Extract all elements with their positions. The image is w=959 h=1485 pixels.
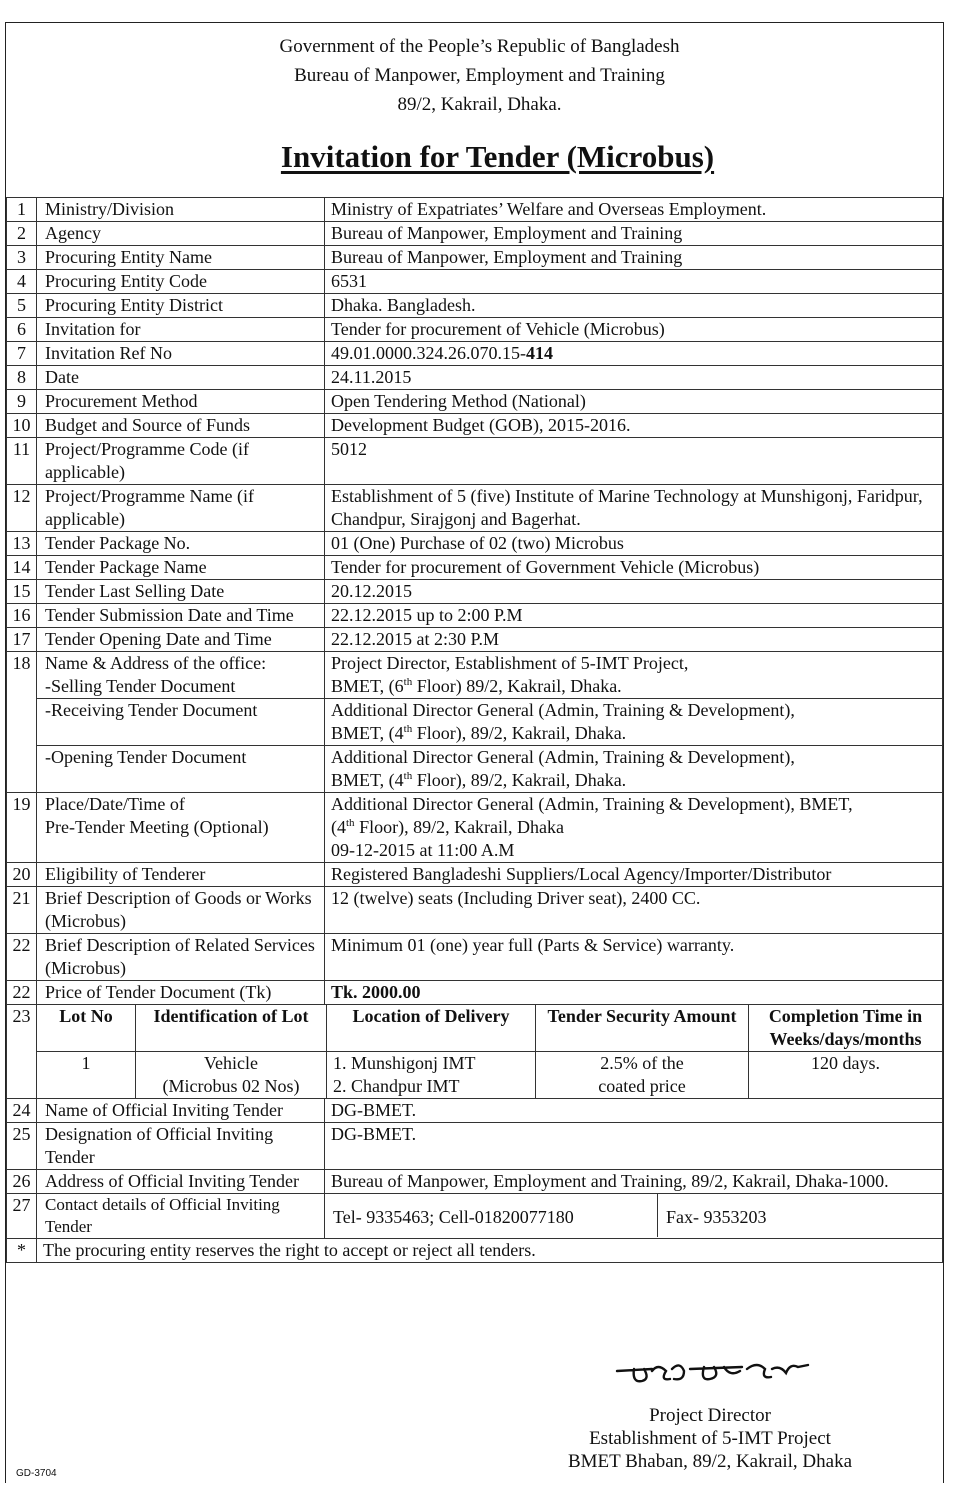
- table-row-19: [7, 793, 943, 863]
- value-text: BMET, (6: [331, 676, 404, 696]
- row-number: 9: [7, 390, 37, 414]
- ordinal-suffix: th: [403, 723, 413, 735]
- table-row: [7, 934, 943, 981]
- lot-header: Identification of Lot: [136, 1005, 327, 1052]
- row-value: Open Tendering Method (National): [325, 390, 943, 414]
- signatory-project: Establishment of 5-IMT Project: [589, 1428, 831, 1449]
- letterhead: [0, 32, 959, 119]
- row-field: Designation of Official Inviting Tender: [37, 1123, 325, 1170]
- row-field: Procuring Entity Code: [37, 270, 325, 294]
- row-value: Dhaka. Bangladesh.: [325, 294, 943, 318]
- lot-location-line: 2. Chandpur IMT: [333, 1076, 460, 1096]
- row-field: Brief Description of Related Services (Microbus): [37, 934, 325, 981]
- value-line: Additional Director General (Admin, Training & Development),: [331, 747, 795, 767]
- table-row: [7, 198, 943, 222]
- letterhead-line-2: Bureau of Manpower, Employment and Training: [294, 65, 665, 86]
- table-row: [7, 294, 943, 318]
- row-field: [37, 793, 325, 863]
- row-number: 16: [7, 604, 37, 628]
- row-number: 18: [7, 652, 37, 699]
- table-row: [7, 628, 943, 652]
- row-number: 13: [7, 532, 37, 556]
- lot-location-line: 1. Munshigonj IMT: [333, 1053, 476, 1073]
- signature-image: [612, 1355, 812, 1400]
- row-number: 11: [7, 438, 37, 485]
- lot-number: 1: [37, 1052, 136, 1099]
- signature-block: [560, 1404, 860, 1473]
- row-field: Project/Programme Name (if applicable): [37, 485, 325, 532]
- row-field: Tender Package No.: [37, 532, 325, 556]
- row-value: DG-BMET.: [325, 1099, 943, 1123]
- row-field: Project/Programme Code (if applicable): [37, 438, 325, 485]
- row-number: 27: [7, 1194, 37, 1239]
- row-value: Bureau of Manpower, Employment and Training, 89/2, Kakrail, Dhaka-1000.: [325, 1170, 943, 1194]
- letterhead-line-1: Government of the People’s Republic of Bangladesh: [279, 36, 680, 57]
- value-text: Floor), 89/2, Kakrail, Dhaka.: [412, 723, 627, 743]
- row-field: Invitation for: [37, 318, 325, 342]
- lot-location: [327, 1052, 536, 1099]
- value-line: [331, 769, 936, 792]
- table-row: [7, 580, 943, 604]
- table-row: [7, 222, 943, 246]
- row-value: [325, 793, 943, 863]
- row-number: 2: [7, 222, 37, 246]
- lot-header: Completion Time in Weeks/days/months: [749, 1005, 943, 1052]
- tender-table: [6, 197, 943, 1263]
- row-value: Tender for procurement of Vehicle (Microbus): [325, 318, 943, 342]
- row-number: 26: [7, 1170, 37, 1194]
- row-value: Bureau of Manpower, Employment and Training: [325, 222, 943, 246]
- row-field: Budget and Source of Funds: [37, 414, 325, 438]
- row-field: Tender Last Selling Date: [37, 580, 325, 604]
- row-number: 6: [7, 318, 37, 342]
- row-number: 8: [7, 366, 37, 390]
- table-row: [7, 485, 943, 532]
- table-row: [7, 246, 943, 270]
- table-row: [7, 318, 943, 342]
- value-line: [331, 675, 936, 698]
- row-value: [325, 342, 943, 366]
- row-field: Procuring Entity District: [37, 294, 325, 318]
- lot-table: [37, 1005, 942, 1098]
- row-field: Ministry/Division: [37, 198, 325, 222]
- value-text-bold: 414: [526, 343, 553, 363]
- row-field: Eligibility of Tenderer: [37, 863, 325, 887]
- value-line: [331, 816, 936, 839]
- signatory-address: BMET Bhaban, 89/2, Kakrail, Dhaka: [567, 1451, 853, 1472]
- table-row: [7, 390, 943, 414]
- ordinal-suffix: th: [403, 770, 413, 782]
- row-value: 20.12.2015: [325, 580, 943, 604]
- field-line: Name & Address of the office:: [45, 653, 267, 673]
- table-row: [7, 887, 943, 934]
- row-number: 10: [7, 414, 37, 438]
- lot-header: Lot No: [37, 1005, 136, 1052]
- table-row: [7, 532, 943, 556]
- lot-identification-line: Vehicle: [204, 1053, 258, 1073]
- row-value: 22.12.2015 up to 2:00 P.M: [325, 604, 943, 628]
- table-row: [7, 604, 943, 628]
- table-row: [7, 438, 943, 485]
- lot-header: Location of Delivery: [327, 1005, 536, 1052]
- row-number: 25: [7, 1123, 37, 1170]
- row-number-empty: [7, 746, 37, 793]
- row-value: 24.11.2015: [325, 366, 943, 390]
- table-row-27: [7, 1194, 943, 1239]
- row-number: 4: [7, 270, 37, 294]
- note-mark: *: [7, 1239, 37, 1263]
- value-text: Floor) 89/2, Kakrail, Dhaka.: [412, 676, 622, 696]
- contact-phone: Tel- 9335463; Cell-01820077180: [325, 1194, 658, 1237]
- table-row: [7, 1123, 943, 1170]
- table-row-18-receiving: [7, 699, 943, 746]
- table-row: [7, 270, 943, 294]
- row-value: 22.12.2015 at 2:30 P.M: [325, 628, 943, 652]
- value-text: 49.01.0000.324.26.070.15-: [331, 343, 526, 363]
- letterhead-line-3: 89/2, Kakrail, Dhaka.: [397, 94, 562, 115]
- table-row: [7, 342, 943, 366]
- row-value: 01 (One) Purchase of 02 (two) Microbus: [325, 532, 943, 556]
- note-row: [7, 1239, 943, 1263]
- row-value: Ministry of Expatriates’ Welfare and Overseas Employment.: [325, 198, 943, 222]
- contact-fax: Fax- 9353203: [666, 1207, 767, 1227]
- lot-security: 2.5% of the coated price: [536, 1052, 749, 1099]
- note-text: The procuring entity reserves the right to accept or reject all tenders.: [37, 1239, 943, 1263]
- ordinal-suffix: th: [346, 817, 355, 829]
- row-field: Procurement Method: [37, 390, 325, 414]
- table-row: [7, 981, 943, 1005]
- row-number: 17: [7, 628, 37, 652]
- row-field: Agency: [37, 222, 325, 246]
- row-number: 7: [7, 342, 37, 366]
- row-value: 12 (twelve) seats (Including Driver seat), 2400 CC.: [325, 887, 943, 934]
- lot-completion: 120 days.: [811, 1053, 880, 1073]
- row-value: 5012: [325, 438, 943, 485]
- contact-table: [325, 1194, 942, 1237]
- value-text: Floor), 89/2, Kakrail, Dhaka.: [412, 770, 627, 790]
- lot-identification-line: (Microbus 02 Nos): [162, 1076, 300, 1096]
- lot-header: Tender Security Amount: [536, 1005, 749, 1052]
- row-value: Establishment of 5 (five) Institute of Marine Technology at Munshigonj, Faridpur, Chandpur, Sirajgonj and Bagerhat.: [325, 485, 943, 532]
- signatory-title: Project Director: [649, 1405, 771, 1426]
- row-number: 12: [7, 485, 37, 532]
- document-title: Invitation for Tender (Microbus): [280, 139, 715, 174]
- row-field: Tender Opening Date and Time: [37, 628, 325, 652]
- row-value: 6531: [325, 270, 943, 294]
- row-number: 19: [7, 793, 37, 863]
- row-value: Tender for procurement of Government Vehicle (Microbus): [325, 556, 943, 580]
- table-row-23: [7, 1005, 943, 1099]
- row-value: Development Budget (GOB), 2015-2016.: [325, 414, 943, 438]
- row-value: Tk. 2000.00: [325, 981, 943, 1005]
- row-value: Registered Bangladeshi Suppliers/Local Agency/Importer/Distributor: [325, 863, 943, 887]
- row-number: 22: [7, 981, 37, 1005]
- footer-code: GD-3704: [16, 1468, 57, 1479]
- table-row: [7, 1099, 943, 1123]
- value-line: Additional Director General (Admin, Training & Development), BMET,: [331, 794, 853, 814]
- row-field: Procuring Entity Name: [37, 246, 325, 270]
- lot-row: [37, 1052, 942, 1099]
- row-field: Address of Official Inviting Tender: [37, 1170, 325, 1194]
- row-number: 1: [7, 198, 37, 222]
- row-number: 5: [7, 294, 37, 318]
- lot-table-cell: [37, 1005, 943, 1099]
- row-value: DG-BMET.: [325, 1123, 943, 1170]
- row-number: 3: [7, 246, 37, 270]
- row-field: Price of Tender Document (Tk): [37, 981, 325, 1005]
- ordinal-suffix: th: [403, 676, 413, 688]
- signature-scribble: [612, 1355, 812, 1395]
- row-value: [325, 1194, 943, 1239]
- row-value: [325, 746, 943, 793]
- row-field: -Receiving Tender Document: [37, 699, 325, 746]
- value-text: BMET, (4: [331, 723, 404, 743]
- lot-header-row: [37, 1005, 942, 1052]
- row-value: [325, 652, 943, 699]
- lot-identification: [136, 1052, 327, 1099]
- row-number: 22: [7, 934, 37, 981]
- table-row: [7, 556, 943, 580]
- row-field: Name of Official Inviting Tender: [37, 1099, 325, 1123]
- row-value: [325, 699, 943, 746]
- value-line: Project Director, Establishment of 5-IMT Project,: [331, 653, 689, 673]
- table-row: [7, 1170, 943, 1194]
- row-number-empty: [7, 699, 37, 746]
- row-number: 20: [7, 863, 37, 887]
- table-row: [7, 414, 943, 438]
- row-field: Invitation Ref No: [37, 342, 325, 366]
- row-field: Brief Description of Goods or Works (Microbus): [37, 887, 325, 934]
- value-text: Floor), 89/2, Kakrail, Dhaka: [354, 817, 565, 837]
- field-line: Pre-Tender Meeting (Optional): [45, 817, 269, 837]
- row-number: 14: [7, 556, 37, 580]
- field-line: -Selling Tender Document: [45, 676, 236, 696]
- value-text: (4: [331, 817, 346, 837]
- field-line: Place/Date/Time of: [45, 794, 185, 814]
- row-field: Tender Submission Date and Time: [37, 604, 325, 628]
- value-text: BMET, (4: [331, 770, 404, 790]
- table-row-18: [7, 652, 943, 699]
- row-field: Contact details of Official Inviting Tender: [37, 1194, 325, 1239]
- table-row: [7, 366, 943, 390]
- row-value: Minimum 01 (one) year full (Parts & Service) warranty.: [325, 934, 943, 981]
- table-row: [7, 863, 943, 887]
- row-number: 24: [7, 1099, 37, 1123]
- row-number: 21: [7, 887, 37, 934]
- row-field: Tender Package Name: [37, 556, 325, 580]
- table-row-18-opening: [7, 746, 943, 793]
- value-line: [331, 722, 936, 745]
- value-line: Additional Director General (Admin, Training & Development),: [331, 700, 795, 720]
- row-field: Date: [37, 366, 325, 390]
- row-value: Bureau of Manpower, Employment and Training: [325, 246, 943, 270]
- row-field: -Opening Tender Document: [37, 746, 325, 793]
- row-number: 23: [7, 1005, 37, 1099]
- row-field: [37, 652, 325, 699]
- value-line: 09-12-2015 at 11:00 A.M: [331, 840, 515, 860]
- row-number: 15: [7, 580, 37, 604]
